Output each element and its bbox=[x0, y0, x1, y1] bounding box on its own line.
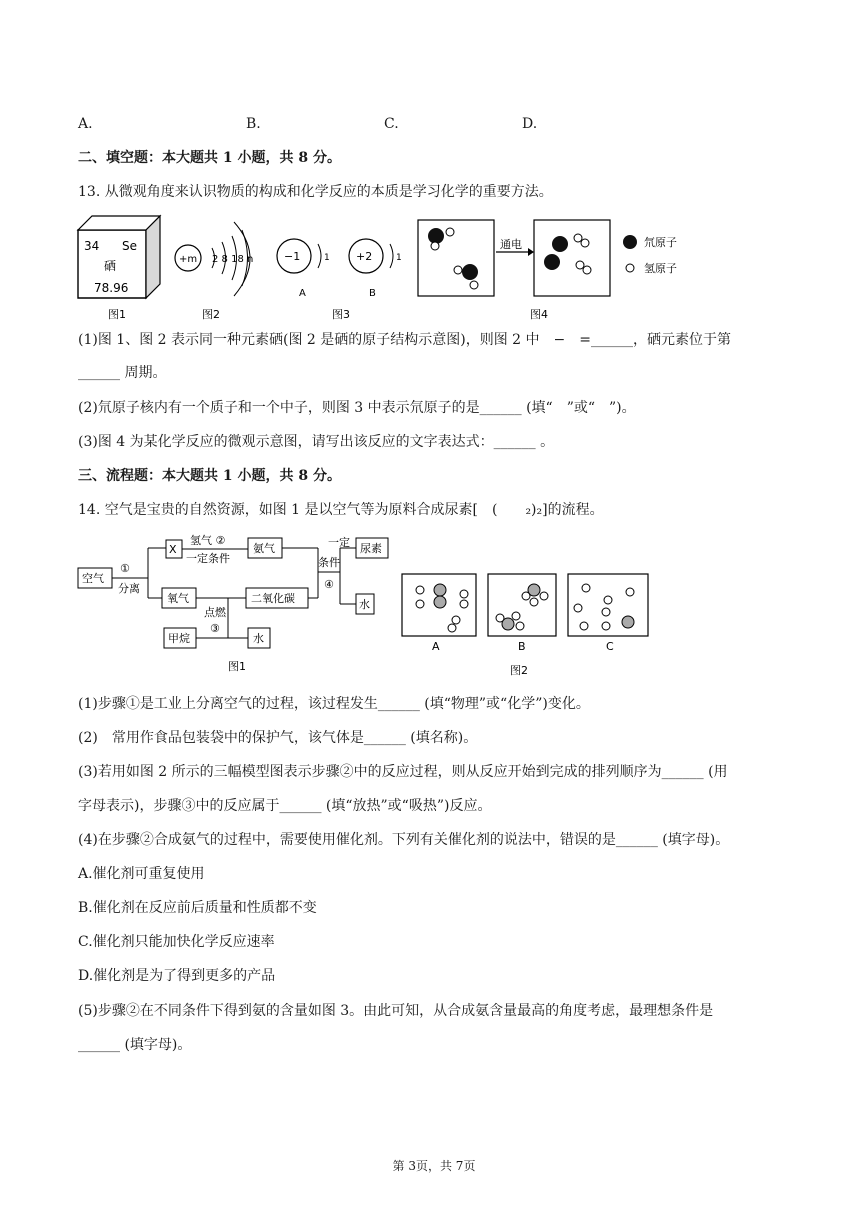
models-caption: 图2 bbox=[510, 664, 528, 677]
flow-co2: 二氧化碳 bbox=[251, 592, 295, 605]
section-2-heading: 二、填空题：本大题共 1 小题，共 8 分。 bbox=[78, 150, 341, 166]
fig1-atomic-number: 34 bbox=[84, 239, 100, 253]
q13-figures bbox=[78, 212, 698, 322]
model-label-b: B bbox=[518, 640, 526, 653]
fig4-caption: 图4 bbox=[530, 308, 548, 321]
q13-part1-line1: (1)图 1、图 2 表示同一种元素硒(图 2 是硒的原子结构示意图)，则图 2 中 − =______，硒元素位于第 bbox=[78, 332, 731, 348]
page-footer: 第 3页，共 7页 bbox=[392, 1159, 476, 1173]
q14-option-c: C.催化剂只能加快化学反应速率 bbox=[78, 934, 275, 950]
fig1-element-card bbox=[78, 216, 160, 298]
fig4-reaction bbox=[418, 220, 677, 296]
fig3-ions bbox=[277, 239, 402, 299]
flow-condition: 一定条件 bbox=[186, 552, 230, 565]
flow-methane: 甲烷 bbox=[168, 632, 190, 645]
model-label-a: A bbox=[432, 640, 440, 653]
flow-water: 水 bbox=[253, 632, 264, 645]
fig3-a-label: A bbox=[299, 288, 306, 299]
fig3-b-shell: 1 bbox=[396, 253, 402, 263]
flow-ignite: 点燃 bbox=[204, 606, 226, 619]
fig1-name: 硒 bbox=[104, 259, 117, 273]
fig1-mass: 78.96 bbox=[94, 281, 129, 295]
flow-ammonia: 氨气 bbox=[253, 542, 275, 555]
q14-part3-line1: (3)若用如图 2 所示的三幅模型图表示步骤②中的反应过程，则从反应开始到完成的排列顺序为______ (用 bbox=[78, 764, 728, 780]
flow-air: 空气 bbox=[82, 572, 104, 585]
fig3-caption: 图3 bbox=[332, 308, 350, 321]
fig2-atom-structure bbox=[175, 222, 253, 296]
model-b bbox=[496, 584, 548, 630]
flow-x: X bbox=[169, 543, 177, 556]
q14-part5-line2: ______ (填字母)。 bbox=[78, 1037, 192, 1053]
fig4-legend-light: 氢原子 bbox=[644, 262, 677, 275]
flow-urea: 尿素 bbox=[360, 542, 382, 555]
q14-part1: (1)步骤①是工业上分离空气的过程，该过程发生______ (填“物理”或“化学”)变化。 bbox=[78, 696, 590, 712]
flow-caption: 图1 bbox=[228, 660, 246, 673]
model-c bbox=[574, 584, 634, 630]
q13-part1-line2: ______ 周期。 bbox=[78, 365, 167, 381]
option-b: B. bbox=[246, 116, 261, 132]
q14-models bbox=[400, 570, 660, 680]
section-3-heading: 三、流程题：本大题共 1 小题，共 8 分。 bbox=[78, 468, 341, 484]
q14-stem: 14. 空气是宝贵的自然资源，如图 1 是以空气等为原料合成尿素[ ( ₂)₂]的流程。 bbox=[78, 502, 604, 518]
fig2-caption: 图2 bbox=[202, 308, 220, 321]
q14-flowchart bbox=[78, 532, 398, 672]
flow-separate: 分离 bbox=[118, 582, 140, 595]
q14-option-b: B.催化剂在反应前后质量和性质都不变 bbox=[78, 900, 317, 916]
q13-part3: (3)图 4 为某化学反应的微观示意图，请写出该反应的文字表达式：______ 。 bbox=[78, 434, 555, 450]
q14-part3-line2: 字母表示)，步骤③中的反应属于______ (填“放热”或“吸热”)反应。 bbox=[78, 798, 492, 814]
flow-hydrogen: 氢气 ② bbox=[190, 534, 226, 547]
q13-stem: 13. 从微观角度来认识物质的构成和化学反应的本质是学习化学的重要方法。 bbox=[78, 184, 553, 200]
model-a bbox=[416, 584, 468, 632]
fig1-symbol: Se bbox=[122, 239, 137, 253]
q14-option-a: A.催化剂可重复使用 bbox=[78, 866, 205, 882]
q13-part2: (2)氘原子核内有一个质子和一个中子，则图 3 中表示氘原子的是______ (填“ ”或“ ”)。 bbox=[78, 400, 636, 416]
flow-nitrogen-box: 氧气 bbox=[167, 592, 189, 605]
q14-part4: (4)在步骤②合成氨气的过程中，需要使用催化剂。下列有关催化剂的说法中，错误的是______ (填字母)。 bbox=[78, 832, 730, 848]
fig3-b-nucleus: +2 bbox=[356, 250, 373, 263]
flow-step1: ① bbox=[120, 562, 130, 575]
model-label-c: C bbox=[606, 640, 614, 653]
flow-water2: 水 bbox=[359, 598, 370, 611]
fig1-caption: 图1 bbox=[108, 308, 126, 321]
fig2-nucleus: +m bbox=[179, 254, 198, 265]
fig3-b-label: B bbox=[369, 288, 376, 299]
flow-step4: ④ bbox=[324, 578, 334, 591]
flow-cond4a: 一定 bbox=[328, 536, 350, 549]
flow-cond4b: 条件 bbox=[318, 556, 340, 569]
fig3-a-nucleus: −1 bbox=[284, 250, 301, 263]
q14-part5-line1: (5)步骤②在不同条件下得到氨的含量如图 3。由此可知，从合成氨含量最高的角度考虑，最理想条件是 bbox=[78, 1003, 714, 1019]
fig4-legend-dark: 氘原子 bbox=[644, 236, 677, 249]
fig4-arrow-label: 通电 bbox=[500, 238, 522, 251]
q14-part2: (2) 常用作食品包装袋中的保护气，该气体是______ (填名称)。 bbox=[78, 730, 478, 746]
fig3-a-shell: 1 bbox=[324, 253, 330, 263]
fig2-shells: 2 8 18 n bbox=[212, 254, 254, 265]
option-d: D. bbox=[522, 116, 538, 132]
flow-step3: ③ bbox=[210, 622, 220, 635]
option-a: A. bbox=[78, 116, 93, 132]
option-c: C. bbox=[384, 116, 399, 132]
q14-option-d: D.催化剂是为了得到更多的产品 bbox=[78, 968, 276, 984]
